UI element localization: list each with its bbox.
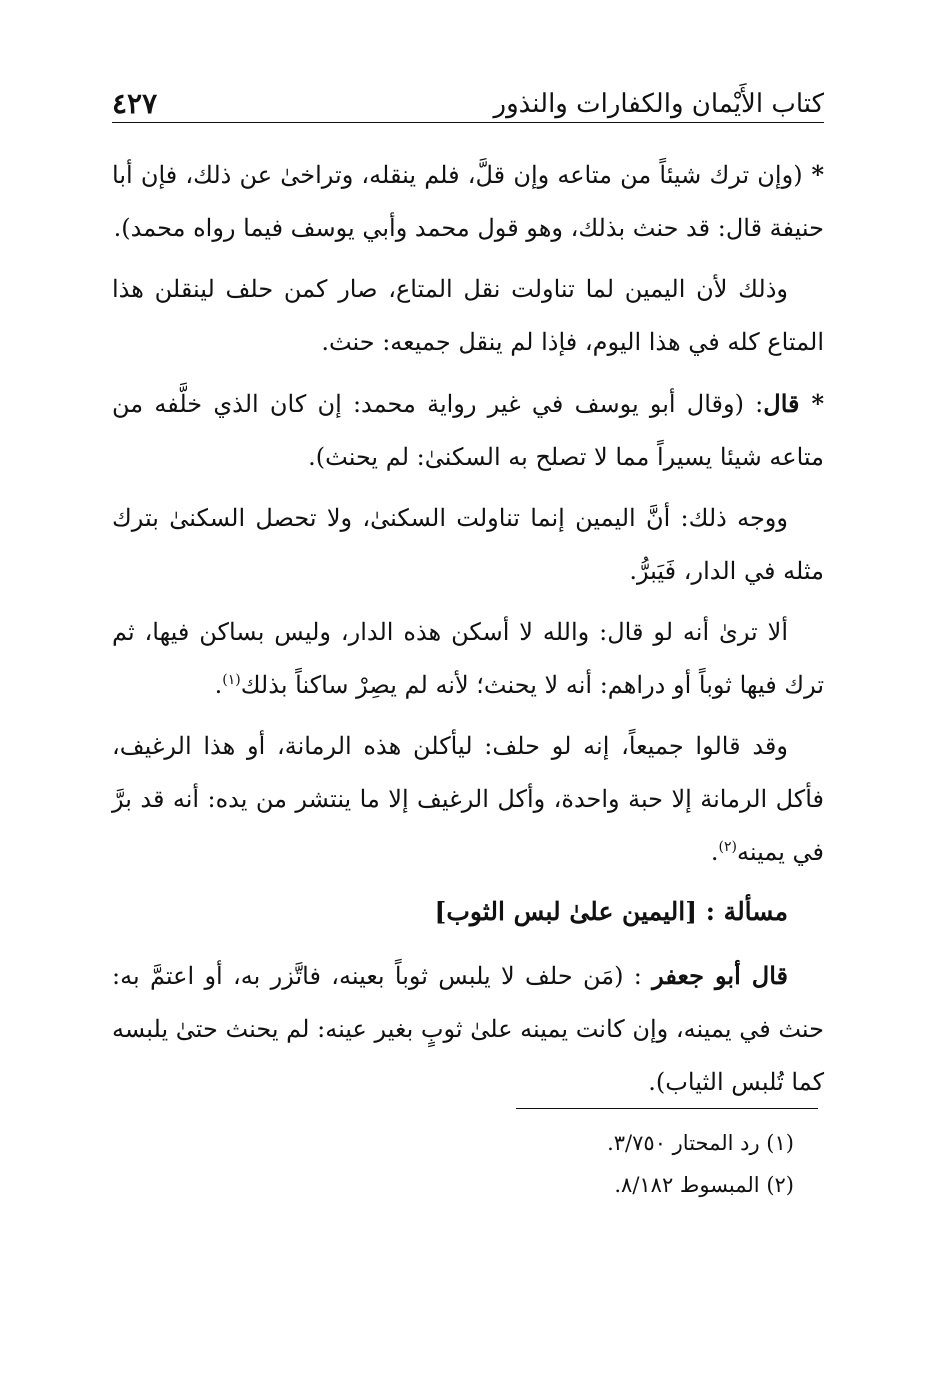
footnote-ref-2: (٢) [718, 839, 737, 855]
paragraph-3: * قال: (وقال أبو يوسف في غير رواية محمد: إن كان الذي خلَّفه من متاعه شيئا يسيراً مما لا تصلح به السكنىٰ: لم يحنث). [112, 389, 824, 471]
footnotes [294, 1122, 794, 1206]
page-number: ٤٢٧ [112, 87, 158, 120]
header-title: كتاب الأَيْمان والكفارات والنذور [493, 89, 824, 119]
paragraph-5: ألا ترىٰ أنه لو قال: والله لا أسكن هذه الدار، وليس بساكن فيها، ثم ترك فيها ثوباً أو دراهم: أنه لا يحنث؛ لأنه لم يصِرْ ساكناً بذلك$^{(١)}$. [112, 618, 824, 699]
paragraph-4: ووجه ذلك: أنَّ اليمين إنما تناولت السكنىٰ، ولا تحصل السكنىٰ بترك مثله في الدار، فَيَبرُّ. [112, 504, 824, 585]
paragraph-6: وقد قالوا جميعاً، إنه لو حلف: ليأكلن هذه الرمانة، أو هذا الرغيف، فأكل الرمانة إلا حبة واحدة، وأكل الرغيف إلا ما ينتشر من يده: أنه قد برَّ في يمينه$^{(٢)}$. [112, 732, 824, 866]
footnote-ref-1: (١) [222, 672, 241, 688]
section-heading: مسألة : [اليمين علىٰ لبس الثوب] [434, 897, 788, 926]
running-header [112, 80, 824, 120]
footnote-rule [516, 1108, 818, 1109]
footnote-2: (٢) المبسوط ٨/١٨٢. [614, 1173, 794, 1197]
paragraph-1: * (وإن ترك شيئاً من متاعه وإن قلَّ، فلم ينقله، وتراخىٰ عن ذلك، فإن أبا حنيفة قال: قد حنث بذلك، وهو قول محمد وأبي يوسف فيما رواه محمد). [112, 160, 824, 242]
main-text [112, 148, 824, 1117]
footnote-1: (١) رد المحتار ٣/٧٥٠. [607, 1131, 794, 1155]
paragraph-7: قال أبو جعفر : (مَن حلف لا يلبس ثوباً بعينه، فاتَّزر به، أو اعتمَّ به: حنث في يمينه، وإن كانت يمينه علىٰ ثوبٍ بغير عينه: لم يحنث حتىٰ يلبسه كما تُلبس الثياب). [112, 961, 824, 1096]
header-rule [112, 122, 824, 123]
paragraph-2: وذلك لأن اليمين لما تناولت نقل المتاع، صار كمن حلف لينقلن هذا المتاع كله في هذا اليوم، فإذا لم ينقل جميعه: حنث. [112, 275, 824, 356]
